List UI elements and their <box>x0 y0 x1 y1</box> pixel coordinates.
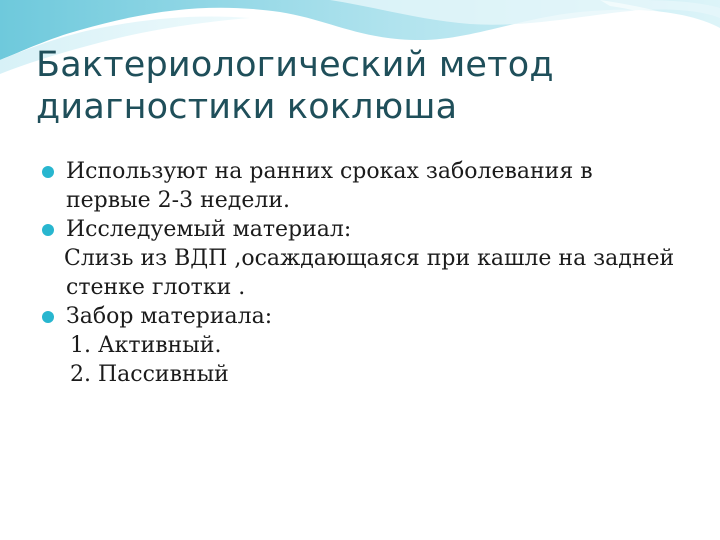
numbered-item <box>40 360 700 389</box>
bullet-item <box>40 215 700 244</box>
numbered-item <box>40 331 700 360</box>
bullet-dot-icon <box>42 224 54 236</box>
title-line-2: диагностики коклюша <box>36 87 458 127</box>
bullet-dot-icon <box>42 166 54 178</box>
material-line-1: Слизь из ВДП ,осаждающаяся при кашле на задней <box>64 246 675 271</box>
slide-title <box>36 44 696 128</box>
material-line-2: стенке глотки . <box>66 275 246 300</box>
slide-body <box>40 157 700 389</box>
bullet-text: Исследуемый материал: <box>66 217 352 242</box>
bullet-text: Используют на ранних сроках заболевания в <box>66 159 593 184</box>
bullet-item <box>40 157 700 215</box>
material-continuation <box>40 273 700 302</box>
bullet-item <box>40 302 700 331</box>
numbered-item-text: 1. Активный. <box>70 333 222 358</box>
numbered-item-text: 2. Пассивный <box>70 362 229 387</box>
material-description <box>40 244 700 273</box>
title-line-1: Бактериологический метод <box>36 45 554 85</box>
bullet-text-continuation: первые 2-3 недели. <box>66 188 290 213</box>
bullet-text: Забор материала: <box>66 304 273 329</box>
bullet-dot-icon <box>42 311 54 323</box>
